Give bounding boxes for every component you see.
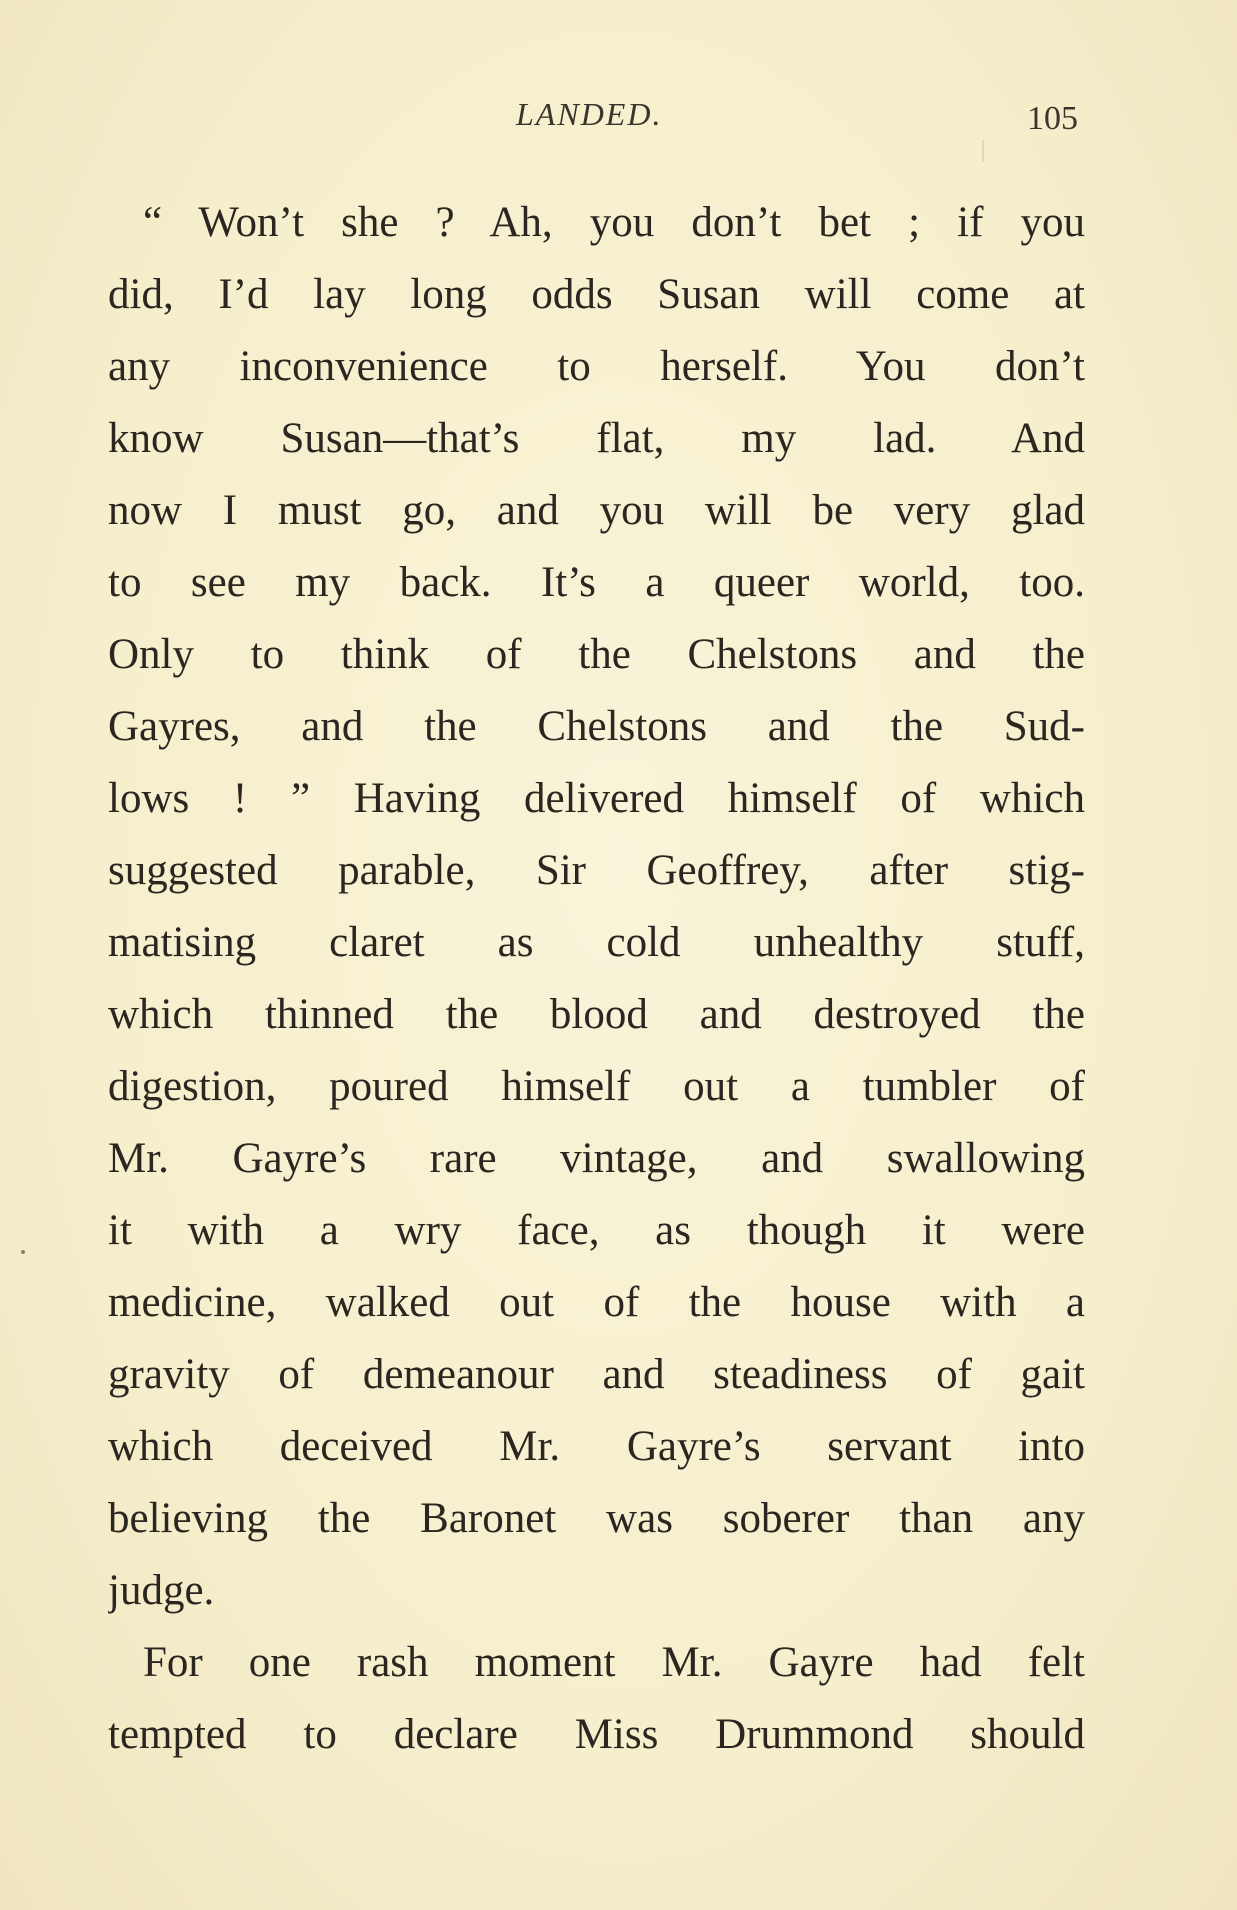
text-line: did, I’d lay long odds Susan will come at: [108, 271, 1085, 318]
text-line: Only to think of the Chelstons and the: [108, 631, 1085, 678]
text-line: digestion, poured himself out a tumbler of: [108, 1063, 1085, 1110]
text-line: which deceived Mr. Gayre’s servant into: [108, 1423, 1085, 1470]
text-line: believing the Baronet was soberer than any: [108, 1495, 1085, 1542]
page-number: 105: [1027, 100, 1078, 137]
text-line: tempted to declare Miss Drummond should: [108, 1711, 1085, 1758]
text-line: suggested parable, Sir Geoffrey, after stig-: [108, 847, 1085, 894]
text-line: gravity of demeanour and steadiness of gait: [108, 1351, 1085, 1398]
text-line: to see my back. It’s a queer world, too.: [108, 559, 1085, 606]
text-line: lows ! ” Having delivered himself of which: [108, 775, 1085, 822]
text-line: Mr. Gayre’s rare vintage, and swallowing: [108, 1135, 1085, 1182]
page-header: [0, 96, 1237, 146]
text-line: now I must go, and you will be very glad: [108, 487, 1085, 534]
running-title: LANDED.: [516, 96, 663, 132]
text-line: know Susan—that’s flat, my lad. And: [108, 415, 1085, 462]
text-line: it with a wry face, as though it were: [108, 1207, 1085, 1254]
text-line: which thinned the blood and destroyed the: [108, 991, 1085, 1038]
text-line: medicine, walked out of the house with a: [108, 1279, 1085, 1326]
text-line: For one rash moment Mr. Gayre had felt: [143, 1639, 1085, 1686]
paper-speck: [21, 1250, 25, 1254]
text-line: Gayres, and the Chelstons and the Sud-: [108, 703, 1085, 750]
text-line: matising claret as cold unhealthy stuff,: [108, 919, 1085, 966]
text-line: any inconvenience to herself. You don’t: [108, 343, 1085, 390]
text-line: judge.: [108, 1567, 215, 1614]
body-text: [108, 187, 1085, 1771]
text-line: “ Won’t she ? Ah, you don’t bet ; if you: [143, 199, 1085, 246]
